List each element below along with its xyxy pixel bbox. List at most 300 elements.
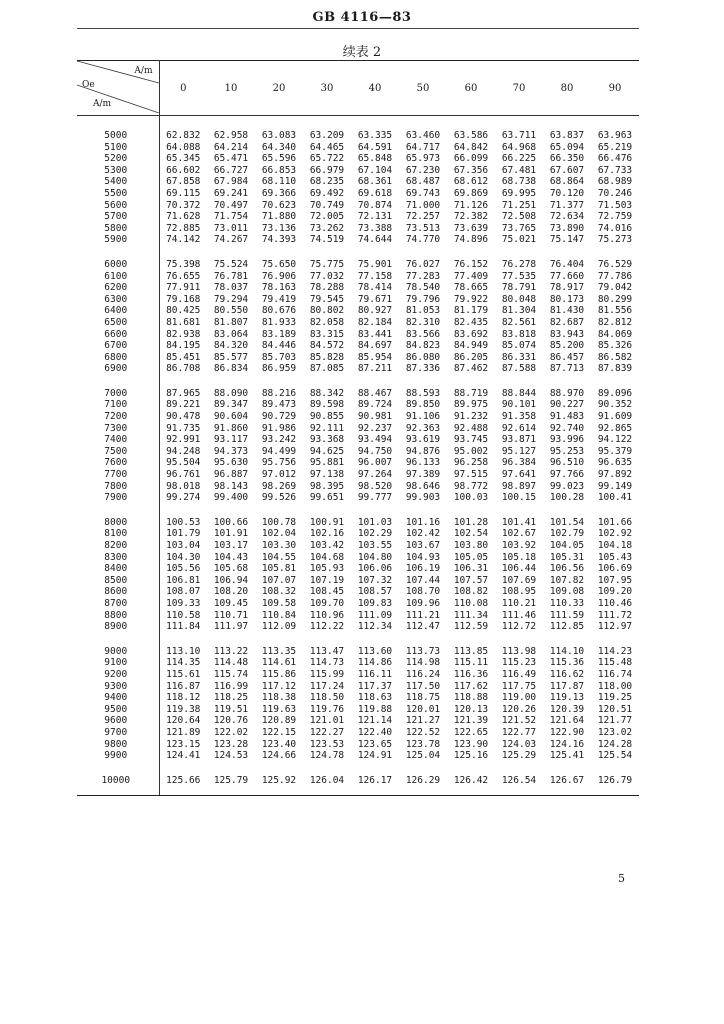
table-cell: 94.373 [213, 445, 249, 457]
table-cell: 85.703 [261, 351, 297, 363]
table-cell: 107.82 [549, 574, 585, 586]
table-cell: 76.404 [549, 258, 585, 270]
table-cell: 106.06 [357, 563, 393, 575]
table-cell: 106.94 [213, 574, 249, 586]
table-cell: 87.839 [597, 363, 633, 375]
table-cell: 104.18 [597, 540, 633, 551]
table-cell: 72.759 [597, 211, 633, 223]
table-cell: 110.46 [597, 597, 633, 609]
table-cell: 120.76 [213, 715, 249, 727]
table-cell: 77.283 [405, 270, 441, 282]
table-cell: 65.722 [309, 153, 345, 165]
table-cell: 124.28 [597, 738, 633, 750]
table-cell: 107.57 [453, 574, 489, 586]
table-cell: 63.209 [309, 130, 345, 141]
table-cell: 63.460 [405, 130, 441, 141]
table-cell: 81.179 [453, 305, 489, 317]
table-cell: 122.52 [405, 726, 441, 738]
table-cell: 108.45 [309, 586, 345, 598]
table-cell: 82.310 [405, 316, 441, 328]
table-cell: 76.529 [597, 258, 633, 270]
table-cell: 122.65 [453, 726, 489, 738]
table-cell: 86.205 [453, 351, 489, 363]
table-cell: 120.01 [405, 703, 441, 715]
table-cell: 123.40 [261, 738, 297, 750]
table-cell: 119.63 [261, 703, 297, 715]
table-cell: 104.30 [166, 551, 201, 563]
table-cell: 72.131 [357, 211, 393, 223]
table-cell: 72.257 [405, 211, 441, 223]
table-cell: 84.069 [597, 328, 633, 340]
table-cell: 98.269 [261, 480, 297, 492]
table-cell: 86.582 [597, 351, 633, 363]
table-cell: 100.53 [166, 516, 201, 528]
table-cell: 122.27 [309, 726, 345, 738]
table-cell: 74.770 [405, 234, 441, 246]
table-cell: 94.876 [405, 445, 441, 457]
table-cell: 81.304 [501, 305, 537, 317]
table-cell: 98.520 [357, 480, 393, 492]
table-cell: 121.52 [501, 715, 537, 727]
table-cell: 77.911 [166, 282, 201, 294]
table-cell: 95.253 [549, 445, 585, 457]
table-cell: 89.850 [405, 399, 441, 411]
table-cell: 111.34 [453, 609, 489, 621]
table-cell: 116.36 [453, 668, 489, 680]
table-cell: 77.158 [357, 270, 393, 282]
table-cell: 88.090 [213, 387, 249, 399]
table-cell: 78.037 [213, 282, 249, 294]
table-cell: 72.005 [309, 211, 345, 223]
table-cell: 105.93 [309, 563, 345, 575]
table-cell: 90.604 [213, 411, 249, 423]
row-header: 8500 [77, 575, 159, 587]
table-cell: 84.446 [261, 340, 297, 352]
table-cell: 116.11 [357, 668, 393, 680]
table-cell: 114.98 [405, 657, 441, 669]
table-cell: 107.32 [357, 574, 393, 586]
table-cell: 112.34 [357, 621, 393, 633]
table-cell: 95.881 [309, 457, 345, 469]
table-cell: 94.248 [166, 445, 201, 457]
table-cell: 74.016 [597, 222, 633, 234]
table-cell: 113.98 [501, 645, 537, 657]
table-cell: 98.395 [309, 480, 345, 492]
table-cell: 83.566 [405, 328, 441, 340]
table-cell: 89.724 [357, 399, 393, 411]
table-cell: 120.39 [549, 703, 585, 715]
row-header: 6700 [77, 340, 159, 352]
table-cell: 110.08 [453, 597, 489, 609]
table-row [77, 715, 639, 727]
row-header: 5800 [77, 223, 159, 235]
table-cell: 115.74 [213, 668, 249, 680]
table-cell: 75.273 [597, 234, 633, 246]
table-cell: 77.409 [453, 270, 489, 282]
table-cell: 96.007 [357, 457, 393, 469]
table-cell: 104.55 [261, 551, 297, 563]
table-cell: 74.142 [166, 234, 201, 246]
table-cell: 102.42 [405, 528, 441, 540]
table-cell: 64.340 [261, 141, 297, 153]
table-cell: 119.38 [166, 703, 201, 715]
table-cell: 109.83 [357, 597, 393, 609]
table-cell: 100.28 [549, 492, 585, 504]
table-cell: 70.372 [166, 199, 201, 211]
table-cell: 89.598 [309, 399, 345, 411]
table-cell: 97.892 [597, 469, 633, 481]
table-cell: 100.78 [261, 516, 297, 528]
table-row [77, 188, 639, 200]
table-cell: 105.05 [453, 551, 489, 563]
column-header: 40 [351, 61, 399, 116]
table-cell: 84.697 [357, 340, 393, 352]
table-cell: 75.901 [357, 258, 393, 270]
table-row [77, 165, 639, 177]
table-cell: 66.099 [453, 153, 489, 165]
table-row [77, 340, 639, 352]
table-cell: 64.968 [501, 141, 537, 153]
table-cell: 88.970 [549, 387, 585, 399]
table-cell: 69.743 [405, 187, 441, 199]
table-cell: 114.23 [597, 645, 633, 657]
row-header: 8100 [77, 528, 159, 540]
table-cell: 87.462 [453, 363, 489, 375]
table-row [77, 375, 639, 400]
table-row [77, 305, 639, 317]
table-row [77, 411, 639, 423]
table-cell: 86.331 [501, 351, 537, 363]
table-row [77, 621, 639, 633]
table-cell: 108.32 [261, 586, 297, 598]
table-cell: 78.791 [501, 282, 537, 294]
table-cell: 86.708 [166, 363, 201, 375]
table-cell: 121.89 [166, 726, 201, 738]
table-cell: 113.35 [261, 645, 297, 657]
table-cell: 110.84 [261, 609, 297, 621]
table-cell: 98.646 [405, 480, 441, 492]
table-cell: 118.50 [309, 692, 345, 704]
table-cell: 79.796 [405, 293, 441, 305]
table-cell: 69.995 [501, 187, 537, 199]
table-cell: 100.91 [309, 516, 345, 528]
table-cell: 92.488 [453, 422, 489, 434]
row-header: 6000 [77, 246, 159, 271]
table-cell: 91.106 [405, 411, 441, 423]
table-cell: 124.91 [357, 750, 393, 762]
table-cell: 92.237 [357, 422, 393, 434]
table-caption: 续表 2 [342, 45, 382, 60]
table-row [77, 352, 639, 364]
table-cell: 113.60 [357, 645, 393, 657]
table-cell: 94.750 [357, 445, 393, 457]
row-header: 8000 [77, 504, 159, 529]
table-cell: 117.12 [261, 680, 297, 692]
table-cell: 63.586 [453, 130, 489, 141]
table-cell: 92.740 [549, 422, 585, 434]
table-cell: 69.115 [166, 187, 201, 199]
table-cell: 68.738 [501, 176, 537, 188]
table-cell: 66.602 [166, 164, 201, 176]
table-cell: 102.67 [501, 528, 537, 540]
table-cell: 107.44 [405, 574, 441, 586]
table-cell: 116.24 [405, 668, 441, 680]
table-cell: 109.20 [597, 586, 633, 598]
row-header: 7200 [77, 411, 159, 423]
column-header: 80 [543, 61, 591, 116]
table-cell: 85.451 [166, 351, 201, 363]
row-header: 10000 [77, 762, 159, 796]
table-cell: 112.59 [453, 621, 489, 633]
table-cell: 85.074 [501, 340, 537, 352]
table-row [77, 434, 639, 446]
table-cell: 65.596 [261, 153, 297, 165]
table-cell: 62.832 [166, 130, 201, 141]
column-header: 20 [255, 61, 303, 116]
table-cell: 80.425 [166, 305, 201, 317]
column-header: 70 [495, 61, 543, 116]
table-cell: 103.92 [501, 540, 537, 551]
row-header: 7700 [77, 469, 159, 481]
table-cell: 63.711 [501, 130, 537, 141]
table-cell: 95.756 [261, 457, 297, 469]
table-cell: 71.754 [213, 211, 249, 223]
table-cell: 117.37 [357, 680, 393, 692]
row-header: 7900 [77, 492, 159, 504]
table-cell: 104.80 [357, 551, 393, 563]
table-row [77, 271, 639, 283]
table-cell: 95.002 [453, 445, 489, 457]
table-cell: 77.660 [549, 270, 585, 282]
row-header: 9700 [77, 727, 159, 739]
table-cell: 62.958 [213, 130, 249, 141]
table-cell: 85.577 [213, 351, 249, 363]
table-cell: 68.864 [549, 176, 585, 188]
table-cell: 101.41 [501, 516, 537, 528]
table-cell: 99.400 [213, 492, 249, 504]
table-cell: 97.641 [501, 469, 537, 481]
table-row [77, 246, 639, 271]
table-cell: 79.922 [453, 293, 489, 305]
table-cell: 75.021 [501, 234, 537, 246]
table-cell: 103.80 [453, 540, 489, 551]
table-row [77, 692, 639, 704]
table-cell: 69.366 [261, 187, 297, 199]
table-row [77, 116, 639, 142]
table-cell: 126.79 [591, 762, 639, 796]
table-cell: 124.03 [501, 738, 537, 750]
row-header: 5300 [77, 165, 159, 177]
row-header: 6200 [77, 282, 159, 294]
table-cell: 117.62 [453, 680, 489, 692]
table-cell: 122.40 [357, 726, 393, 738]
table-cell: 84.320 [213, 340, 249, 352]
table-cell: 93.494 [357, 434, 393, 446]
table-cell: 87.211 [357, 363, 393, 375]
row-parameter-label: Oe [82, 80, 95, 90]
table-cell: 91.735 [166, 422, 201, 434]
table-cell: 66.979 [309, 164, 345, 176]
table-cell: 111.21 [405, 609, 441, 621]
table-cell: 114.35 [166, 657, 201, 669]
table-cell: 81.681 [166, 316, 201, 328]
table-cell: 82.058 [309, 316, 345, 328]
table-cell: 88.342 [309, 387, 345, 399]
conversion-table-container [77, 60, 639, 796]
table-cell: 107.07 [261, 574, 297, 586]
table-cell: 71.377 [549, 199, 585, 211]
table-cell: 79.168 [166, 293, 201, 305]
table-cell: 80.550 [213, 305, 249, 317]
table-cell: 78.917 [549, 282, 585, 294]
row-header: 5400 [77, 176, 159, 188]
table-cell: 89.347 [213, 399, 249, 411]
table-cell: 123.15 [166, 738, 201, 750]
table-cell: 83.818 [501, 328, 537, 340]
table-row [77, 294, 639, 306]
table-cell: 101.28 [453, 516, 489, 528]
table-cell: 106.31 [453, 563, 489, 575]
row-header: 8600 [77, 586, 159, 598]
table-cell: 87.965 [166, 387, 201, 399]
table-cell: 70.120 [549, 187, 585, 199]
table-cell: 126.54 [495, 762, 543, 796]
table-cell: 91.358 [501, 411, 537, 423]
table-cell: 114.10 [549, 645, 585, 657]
row-header: 6500 [77, 317, 159, 329]
table-cell: 101.03 [357, 516, 393, 528]
table-cell: 66.225 [501, 153, 537, 165]
table-cell: 65.471 [213, 153, 249, 165]
table-cell: 115.36 [549, 657, 585, 669]
table-cell: 93.745 [453, 434, 489, 446]
table-cell: 79.294 [213, 293, 249, 305]
table-cell: 77.032 [309, 270, 345, 282]
table-cell: 92.865 [597, 422, 633, 434]
table-cell: 82.184 [357, 316, 393, 328]
table-cell: 72.382 [453, 211, 489, 223]
table-cell: 67.481 [501, 164, 537, 176]
table-cell: 86.834 [213, 363, 249, 375]
table-cell: 75.398 [166, 258, 201, 270]
table-cell: 103.04 [166, 540, 201, 551]
row-header: 9900 [77, 750, 159, 762]
table-cell: 97.389 [405, 469, 441, 481]
table-cell: 93.117 [213, 434, 249, 446]
table-cell: 67.230 [405, 164, 441, 176]
table-cell: 114.73 [309, 657, 345, 669]
table-row [77, 234, 639, 246]
table-cell: 83.064 [213, 328, 249, 340]
table-cell: 99.274 [166, 492, 201, 504]
table-cell: 82.812 [597, 316, 633, 328]
table-row [77, 211, 639, 223]
table-cell: 99.023 [549, 480, 585, 492]
table-cell: 113.22 [213, 645, 249, 657]
table-cell: 78.540 [405, 282, 441, 294]
table-cell: 105.68 [213, 563, 249, 575]
table-cell: 91.483 [549, 411, 585, 423]
table-cell: 119.00 [501, 692, 537, 704]
table-cell: 120.26 [501, 703, 537, 715]
table-cell: 89.473 [261, 399, 297, 411]
table-cell: 123.02 [597, 726, 633, 738]
table-cell: 126.67 [543, 762, 591, 796]
table-cell: 115.48 [597, 657, 633, 669]
table-cell: 88.216 [261, 387, 297, 399]
table-row [77, 681, 639, 693]
table-cell: 90.729 [261, 411, 297, 423]
table-row [77, 575, 639, 587]
table-cell: 125.79 [207, 762, 255, 796]
table-cell: 122.77 [501, 726, 537, 738]
table-cell: 119.25 [597, 692, 633, 704]
table-cell: 115.99 [309, 668, 345, 680]
table-cell: 102.29 [357, 528, 393, 540]
table-cell: 63.963 [597, 130, 633, 141]
table-cell: 77.535 [501, 270, 537, 282]
table-cell: 124.53 [213, 750, 249, 762]
table-cell: 99.149 [597, 480, 633, 492]
table-cell: 112.85 [549, 621, 585, 633]
table-row [77, 727, 639, 739]
table-cell: 93.368 [309, 434, 345, 446]
table-cell: 126.29 [399, 762, 447, 796]
table-cell: 105.18 [501, 551, 537, 563]
table-cell: 76.027 [405, 258, 441, 270]
table-cell: 67.356 [453, 164, 489, 176]
table-cell: 90.227 [549, 399, 585, 411]
table-cell: 76.781 [213, 270, 249, 282]
table-cell: 125.29 [501, 750, 537, 762]
table-cell: 67.984 [213, 176, 249, 188]
table-cell: 82.687 [549, 316, 585, 328]
table-cell: 63.083 [261, 130, 297, 141]
table-cell: 113.47 [309, 645, 345, 657]
table-row [77, 457, 639, 469]
table-cell: 80.676 [261, 305, 297, 317]
table-cell: 74.267 [213, 234, 249, 246]
table-cell: 67.607 [549, 164, 585, 176]
table-cell: 112.97 [597, 621, 633, 633]
table-cell: 111.09 [357, 609, 393, 621]
table-cell: 80.048 [501, 293, 537, 305]
table-cell: 64.842 [453, 141, 489, 153]
table-cell: 75.147 [549, 234, 585, 246]
table-cell: 118.00 [597, 680, 633, 692]
table-cell: 125.66 [159, 762, 207, 796]
table-cell: 85.828 [309, 351, 345, 363]
table-cell: 125.04 [405, 750, 441, 762]
table-cell: 73.011 [213, 222, 249, 234]
table-cell: 118.88 [453, 692, 489, 704]
table-cell: 85.326 [597, 340, 633, 352]
table-cell: 81.053 [405, 305, 441, 317]
table-cell: 69.869 [453, 187, 489, 199]
table-cell: 106.81 [166, 574, 201, 586]
row-header: 9000 [77, 633, 159, 658]
table-cell: 75.650 [261, 258, 297, 270]
row-header: 8300 [77, 552, 159, 564]
table-cell: 68.612 [453, 176, 489, 188]
table-cell: 124.41 [166, 750, 201, 762]
table-cell: 102.54 [453, 528, 489, 540]
row-header: 8800 [77, 610, 159, 622]
row-header: 7600 [77, 457, 159, 469]
row-header: 7800 [77, 481, 159, 493]
table-cell: 84.823 [405, 340, 441, 352]
table-cell: 118.25 [213, 692, 249, 704]
